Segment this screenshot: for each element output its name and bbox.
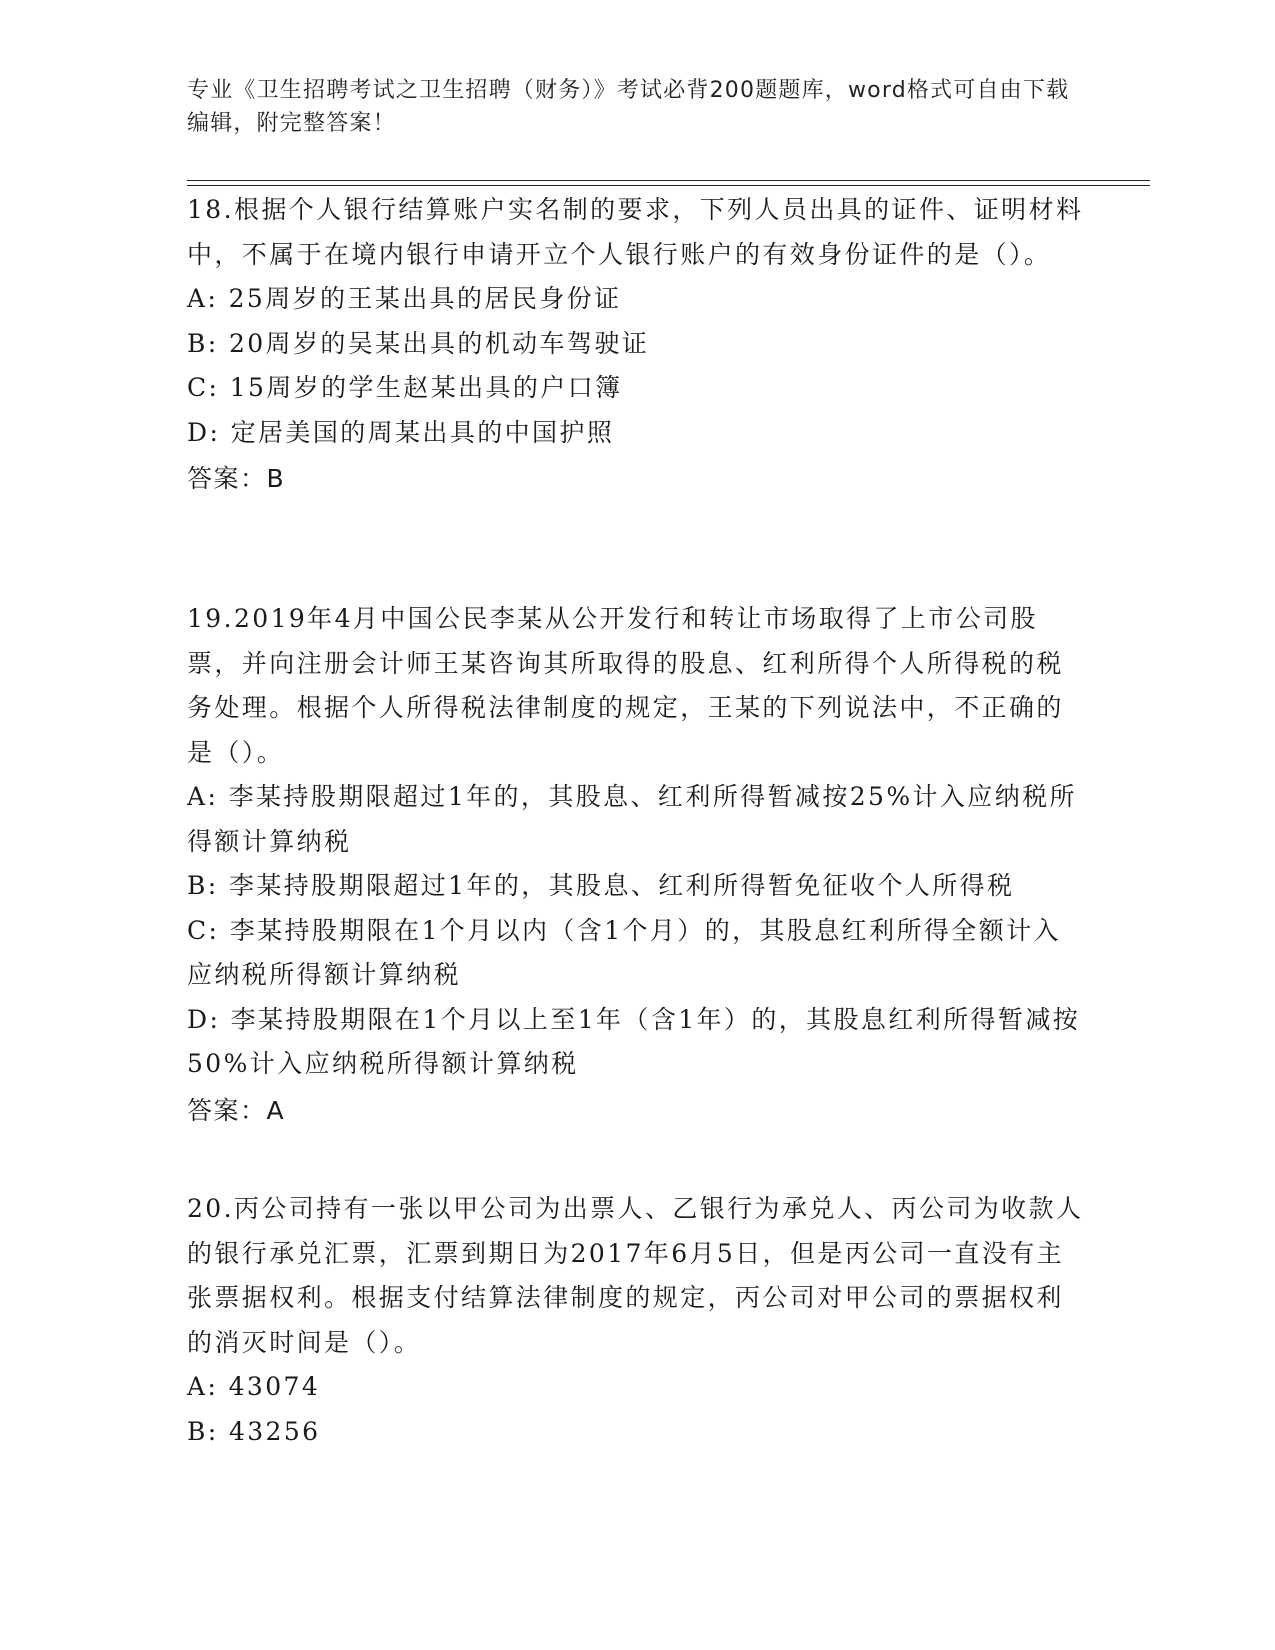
option-d: D: 定居美国的周某出具的中国护照	[187, 417, 615, 447]
header-divider-top	[187, 180, 1150, 181]
option-a: A: 25周岁的王某出具的居民身份证	[187, 284, 622, 313]
question-stem: 18.根据个人银行结算账户实名制的要求，下列人员出具的证件、证明材料中，不属于在境内银行申请开立个人银行账户的有效身份证件的是（）。	[187, 195, 1084, 269]
option-b: B: 43256	[187, 1416, 321, 1446]
question-18	[187, 188, 1087, 527]
header-divider-bottom	[187, 185, 1150, 186]
option-c: C: 李某持股期限在1个月以内（含1个月）的，其股息红利所得全额计入应纳税所得额计算纳税	[187, 915, 1061, 989]
document-header: 专业《卫生招聘考试之卫生招聘（财务）》考试必背200题题库，word格式可自由下载编辑，附完整答案！	[187, 78, 1070, 136]
question-stem: 20.丙公司持有一张以甲公司为出票人、乙银行为承兑人、丙公司为收款人的银行承兑汇票，汇票到期日为2017年6月5日，但是丙公司一直没有主张票据权利。根据支付结算法律制度的规定，丙公司对甲公司的票据权利的消灭时间是（）。	[187, 1194, 1084, 1357]
option-b: B: 20周岁的吴某出具的机动车驾驶证	[187, 328, 650, 358]
question-19	[187, 597, 1087, 1158]
answer: 答案：A	[187, 1095, 286, 1125]
answer: 答案：B	[187, 464, 286, 493]
option-c: C: 15周岁的学生赵某出具的户口簿	[187, 373, 623, 402]
option-a: A: 李某持股期限超过1年的，其股息、红利所得暂减按25%计入应纳税所得额计算纳税	[187, 782, 1077, 856]
option-a: A: 43074	[187, 1372, 321, 1401]
question-20	[187, 1187, 1087, 1454]
option-d: D: 李某持股期限在1个月以上至1年（含1年）的，其股息红利所得暂减按50%计入应纳税所得额计算纳税	[187, 1004, 1081, 1078]
question-stem: 19.2019年4月中国公民李某从公开发行和转让市场取得了上市公司股票，并向注册会计师王某咨询其所取得的股息、红利所得个人所得税的税务处理。根据个人所得税法律制度的规定，王某的下列说法中，不正确的是（）。	[187, 604, 1064, 767]
option-b: B: 李某持股期限超过1年的，其股息、红利所得暂免征收个人所得税	[187, 871, 1015, 900]
